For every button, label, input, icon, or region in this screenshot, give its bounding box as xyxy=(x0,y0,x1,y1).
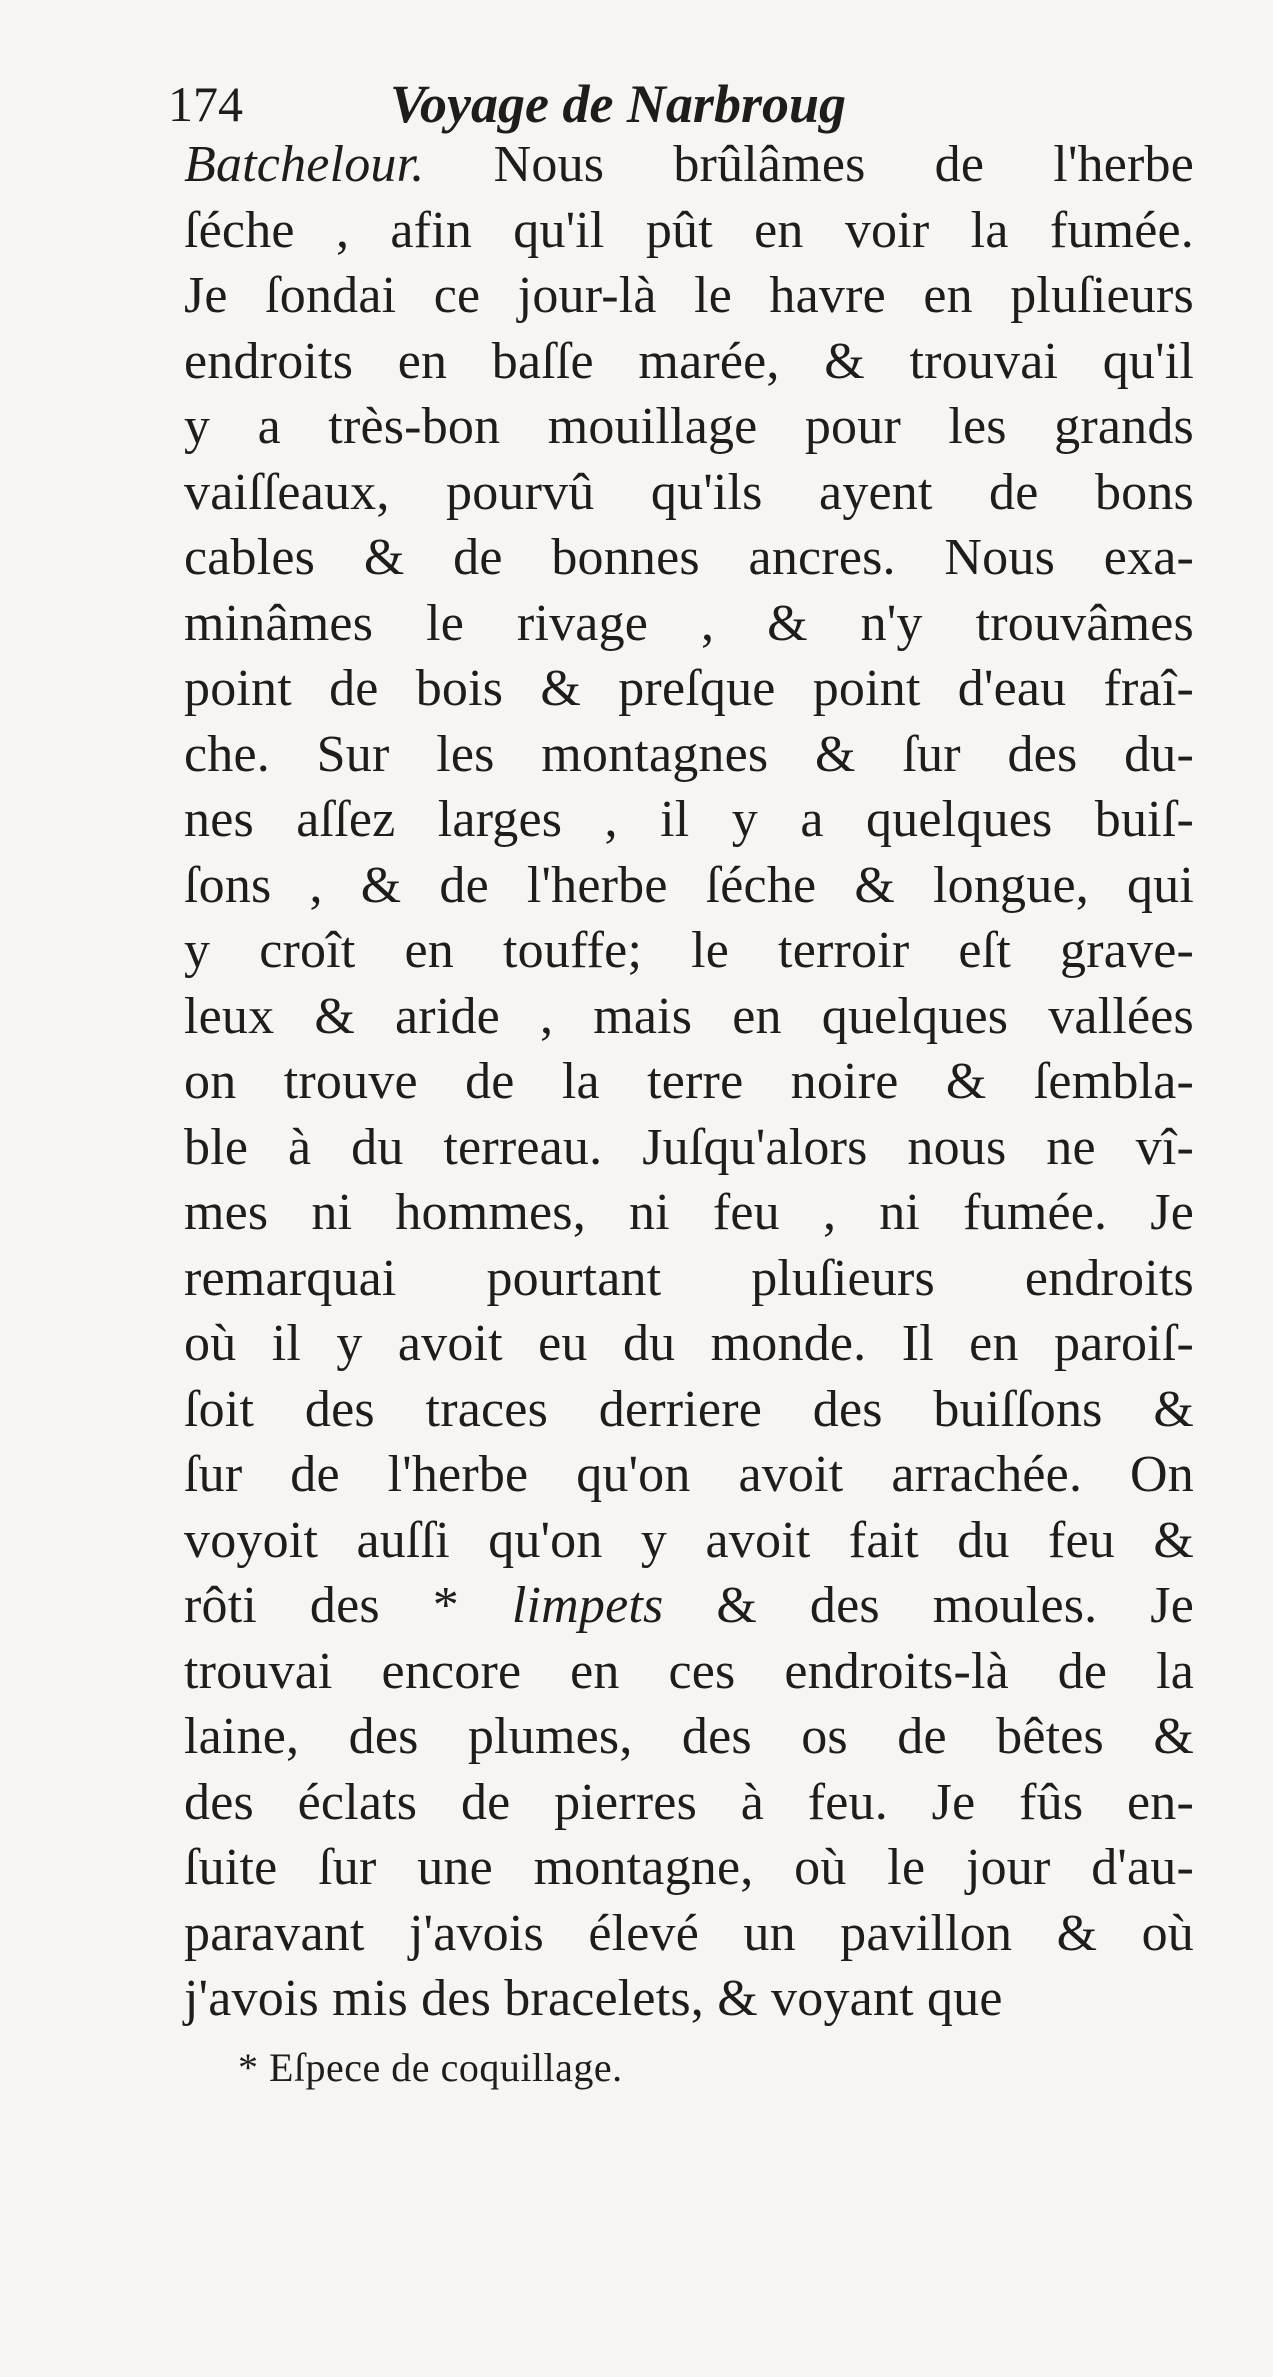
text-line: ſuite ſur une montagne, où le jour d'au- xyxy=(184,1839,1194,1896)
text-line: remarquai pourtant pluſieurs endroits xyxy=(184,1249,1194,1307)
text-line xyxy=(184,132,1194,198)
text-line: ſoit des traces derriere des buiſſons & xyxy=(184,1380,1194,1438)
italic-term: limpets xyxy=(511,1577,664,1634)
text-line: laine, des plumes, des os de bêtes & xyxy=(184,1708,1194,1765)
text-line: point de bois & preſque point d'eau fraî- xyxy=(184,660,1194,717)
text-line: cables & de bonnes ancres. Nous exa- xyxy=(184,529,1194,586)
text-line: y croît en touffe; le terroir eſt grave- xyxy=(184,922,1194,979)
text-line: j'avois mis des bracelets, & voyant que xyxy=(184,1970,1003,2027)
text-line: des éclats de pierres à feu. Je fûs en- xyxy=(184,1773,1194,1831)
text-line: ble à du terreau. Juſqu'alors nous ne vî- xyxy=(184,1118,1194,1176)
footnote: * Eſpece de coquillage. xyxy=(238,2045,623,2090)
text-line: on trouve de la terre noire & ſembla- xyxy=(184,1053,1194,1110)
text-line: paravant j'avois élevé un pavillon & où xyxy=(184,1904,1194,1962)
text-line: où il y avoit eu du monde. Il en paroiſ- xyxy=(184,1315,1194,1372)
text-line: y a très-bon mouillage pour les grands xyxy=(184,398,1194,455)
text-line: Je ſondai ce jour-là le havre en pluſieurs xyxy=(184,267,1194,324)
text-line: voyoit auſſi qu'on y avoit fait du feu & xyxy=(184,1511,1194,1569)
page-number: 174 xyxy=(168,76,243,132)
text-line-pre: rôti des * xyxy=(184,1577,512,1634)
text-line: che. Sur les montagnes & ſur des du- xyxy=(184,725,1194,783)
text-line: endroits en baſſe marée, & trouvai qu'il xyxy=(184,332,1194,390)
text-line: nes aſſez larges , il y a quelques buiſ- xyxy=(184,791,1194,848)
running-title: Voyage de Narbroug xyxy=(390,74,846,134)
text-line-rest: Nous brûlâmes de l'herbe xyxy=(424,136,1194,193)
text-line: trouvai encore en ces endroits-là de la xyxy=(184,1642,1194,1700)
text-line: leux & aride , mais en quelques vallées xyxy=(184,987,1194,1045)
catchword-italic: Batchelour. xyxy=(184,136,425,193)
text-line: ſons , & de l'herbe ſéche & longue, qui xyxy=(184,856,1194,914)
text-line: minâmes le rivage , & n'y trouvâmes xyxy=(184,594,1194,652)
text-line-post: & des moules. Je xyxy=(663,1577,1194,1634)
text-line: mes ni hommes, ni feu , ni fumée. Je xyxy=(184,1184,1194,1241)
text-line: ſéche , afin qu'il pût en voir la fumée. xyxy=(184,201,1194,259)
text-line: vaiſſeaux, pourvû qu'ils ayent de bons xyxy=(184,463,1194,521)
body-text xyxy=(184,132,1194,2032)
text-line: ſur de l'herbe qu'on avoit arrachée. On xyxy=(184,1446,1194,1503)
text-line xyxy=(184,1573,1194,1639)
